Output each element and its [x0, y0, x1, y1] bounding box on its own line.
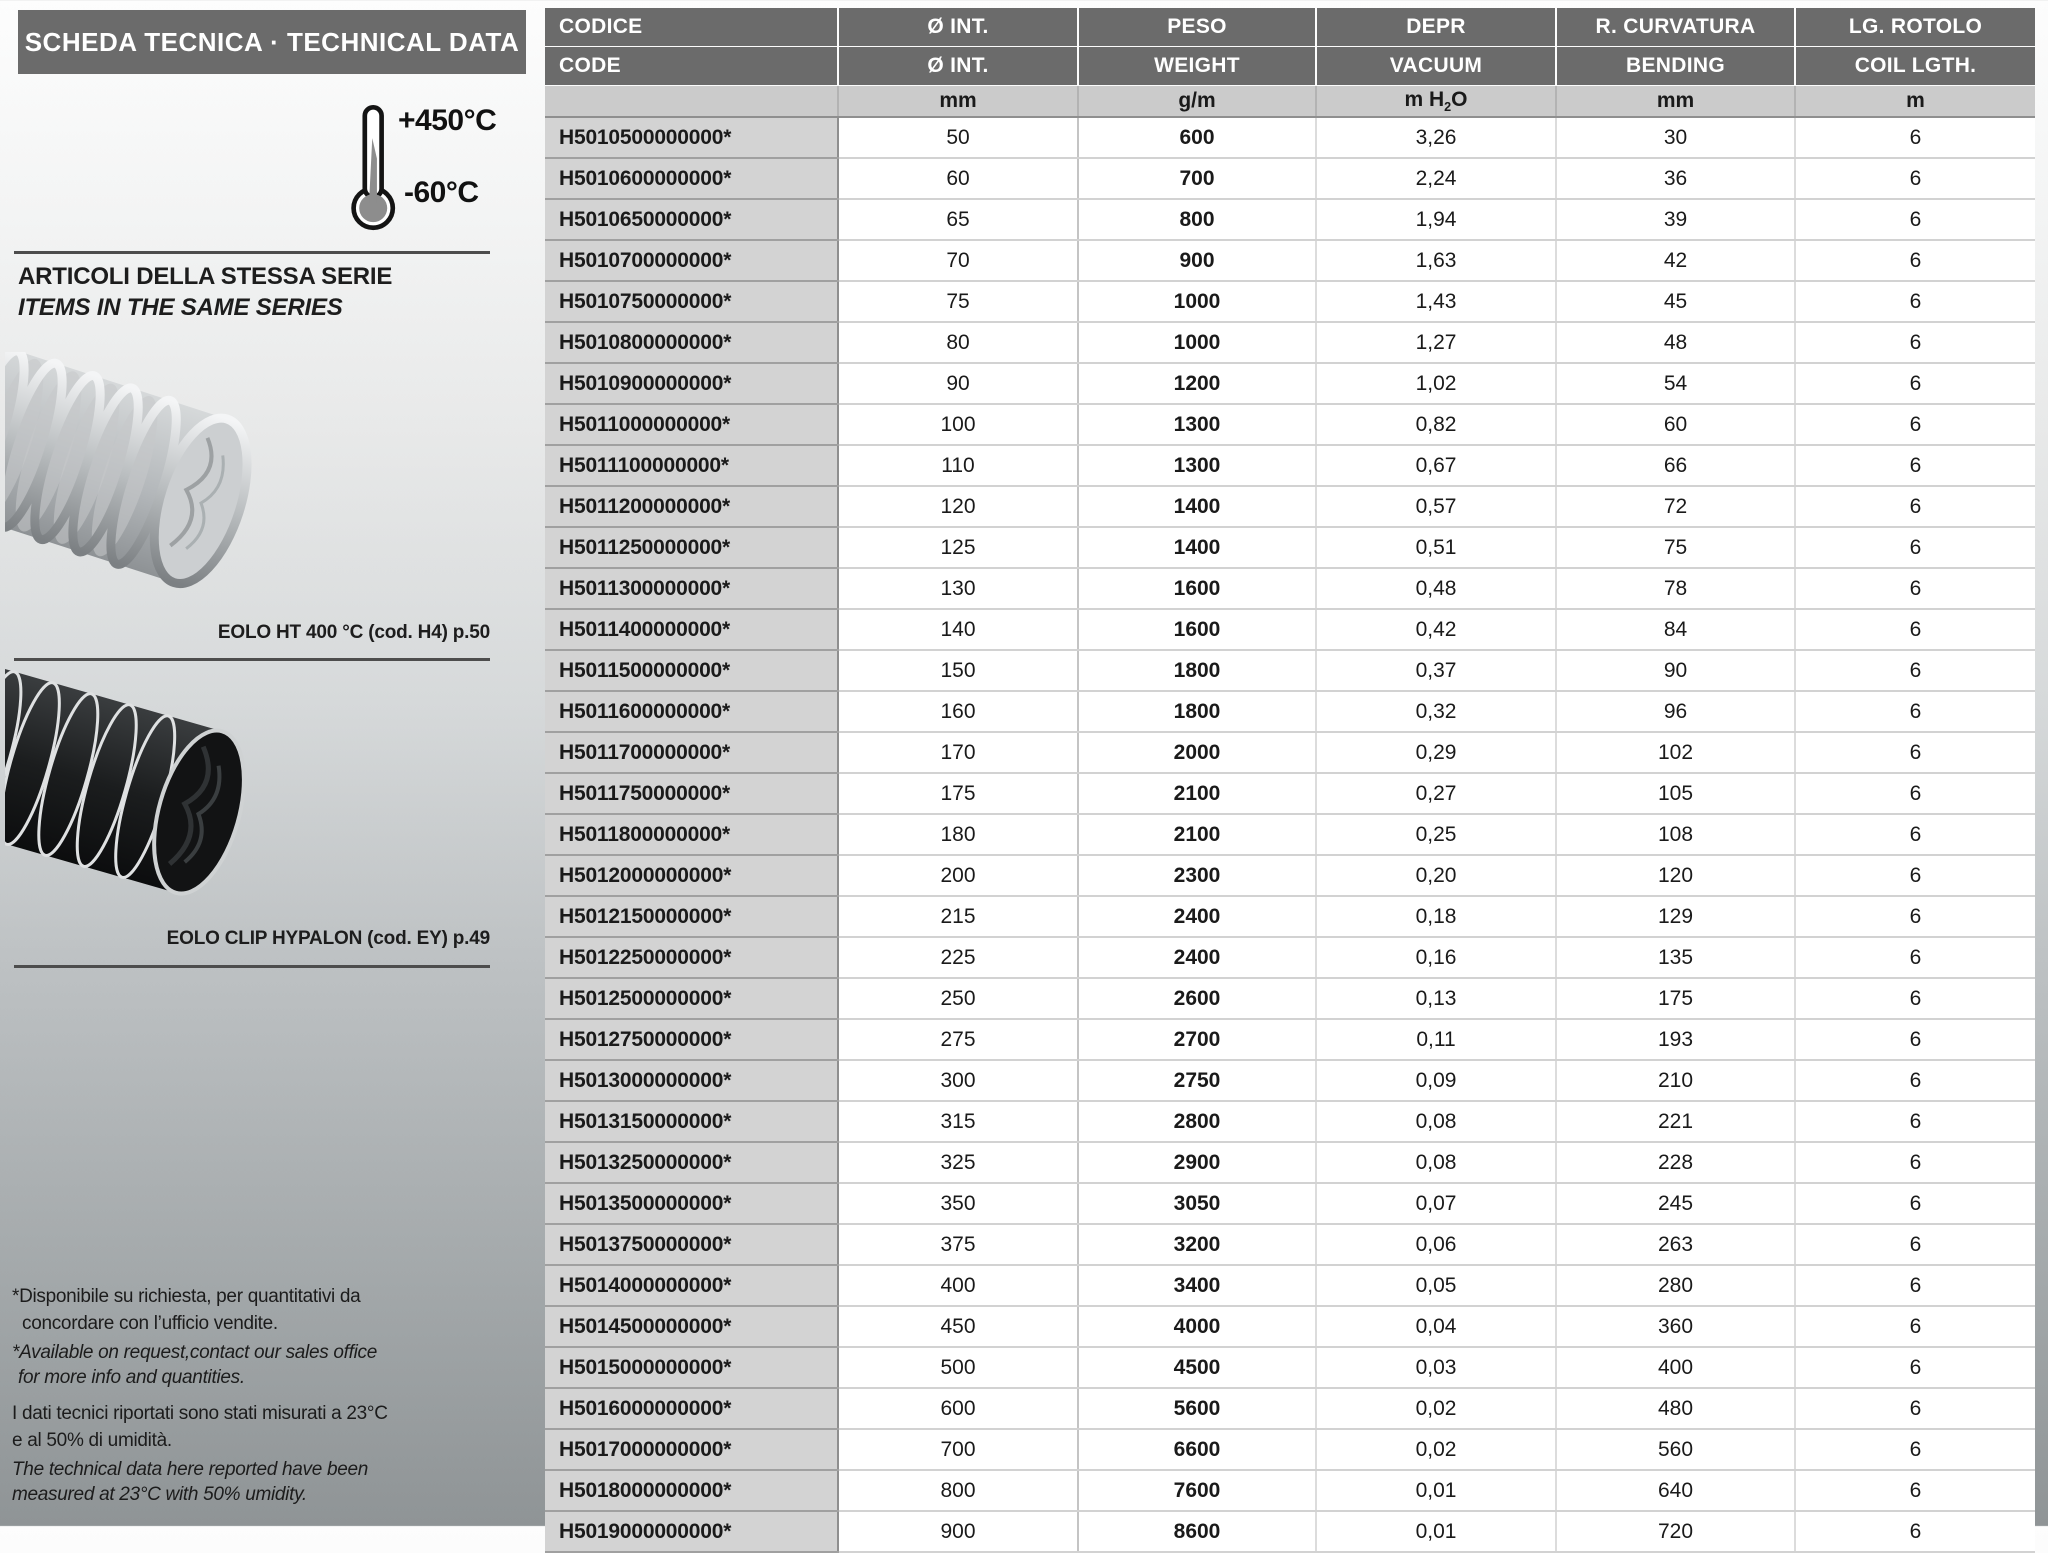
cell-inner-diameter: 275	[838, 1019, 1078, 1060]
footnote-line: e al 50% di umidità.	[12, 1430, 172, 1451]
cell-bending-radius: 400	[1556, 1347, 1795, 1388]
cell-coil-length: 6	[1795, 1347, 2035, 1388]
cell-inner-diameter: 300	[838, 1060, 1078, 1101]
column-header-it-0: CODICE	[545, 8, 838, 47]
table-row	[545, 1306, 2035, 1347]
cell-vacuum: 0,09	[1316, 1060, 1556, 1101]
table-row	[545, 117, 2035, 158]
cell-bending-radius: 54	[1556, 363, 1795, 404]
cell-bending-radius: 245	[1556, 1183, 1795, 1224]
cell-bending-radius: 210	[1556, 1060, 1795, 1101]
cell-bending-radius: 640	[1556, 1470, 1795, 1511]
cell-vacuum: 0,01	[1316, 1511, 1556, 1552]
table-row	[545, 1183, 2035, 1224]
cell-inner-diameter: 140	[838, 609, 1078, 650]
spec-table-body	[545, 117, 2035, 1552]
table-row	[545, 814, 2035, 855]
cell-inner-diameter: 65	[838, 199, 1078, 240]
cell-coil-length: 6	[1795, 1306, 2035, 1347]
cell-vacuum: 0,37	[1316, 650, 1556, 691]
footnote-measurement-en	[12, 1457, 482, 1507]
cell-weight: 2300	[1078, 855, 1316, 896]
column-unit-1: mm	[838, 86, 1078, 118]
table-row	[545, 937, 2035, 978]
cell-weight: 1300	[1078, 404, 1316, 445]
cell-coil-length: 6	[1795, 1388, 2035, 1429]
cell-bending-radius: 263	[1556, 1224, 1795, 1265]
cell-code: H5010900000000*	[545, 363, 838, 404]
cell-code: H5012250000000*	[545, 937, 838, 978]
column-header-en-0: CODE	[545, 47, 838, 86]
cell-code: H5010500000000*	[545, 117, 838, 158]
cell-coil-length: 6	[1795, 568, 2035, 609]
cell-weight: 8600	[1078, 1511, 1316, 1552]
cell-code: H5010650000000*	[545, 199, 838, 240]
cell-vacuum: 3,26	[1316, 117, 1556, 158]
cell-vacuum: 0,07	[1316, 1183, 1556, 1224]
cell-weight: 2700	[1078, 1019, 1316, 1060]
cell-code: H5015000000000*	[545, 1347, 838, 1388]
cell-weight: 2000	[1078, 732, 1316, 773]
cell-vacuum: 0,51	[1316, 527, 1556, 568]
cell-code: H5013150000000*	[545, 1101, 838, 1142]
column-header-it-1: Ø INT.	[838, 8, 1078, 47]
table-row	[545, 158, 2035, 199]
cell-weight: 2900	[1078, 1142, 1316, 1183]
cell-weight: 1200	[1078, 363, 1316, 404]
cell-weight: 2600	[1078, 978, 1316, 1019]
cell-code: H5010750000000*	[545, 281, 838, 322]
cell-bending-radius: 75	[1556, 527, 1795, 568]
cell-vacuum: 0,01	[1316, 1470, 1556, 1511]
cell-coil-length: 6	[1795, 117, 2035, 158]
cell-code: H5012150000000*	[545, 896, 838, 937]
cell-bending-radius: 135	[1556, 937, 1795, 978]
table-row	[545, 1429, 2035, 1470]
cell-code: H5013500000000*	[545, 1183, 838, 1224]
cell-weight: 1800	[1078, 650, 1316, 691]
footnote-line: The technical data here reported have been	[12, 1459, 369, 1480]
cell-coil-length: 6	[1795, 1142, 2035, 1183]
temp-max-label: +450°C	[398, 104, 497, 137]
cell-bending-radius: 105	[1556, 773, 1795, 814]
cell-code: H5011000000000*	[545, 404, 838, 445]
cell-weight: 5600	[1078, 1388, 1316, 1429]
cell-inner-diameter: 60	[838, 158, 1078, 199]
cell-inner-diameter: 900	[838, 1511, 1078, 1552]
cell-code: H5013250000000*	[545, 1142, 838, 1183]
table-row	[545, 1019, 2035, 1060]
cell-inner-diameter: 110	[838, 445, 1078, 486]
cell-bending-radius: 102	[1556, 732, 1795, 773]
cell-bending-radius: 175	[1556, 978, 1795, 1019]
cell-weight: 600	[1078, 117, 1316, 158]
cell-coil-length: 6	[1795, 527, 2035, 568]
footnote-measurement-it	[12, 1400, 482, 1454]
cell-coil-length: 6	[1795, 445, 2035, 486]
cell-weight: 1800	[1078, 691, 1316, 732]
cell-code: H5011600000000*	[545, 691, 838, 732]
footnote-line: *Available on request,contact our sales office	[12, 1342, 378, 1363]
cell-vacuum: 0,04	[1316, 1306, 1556, 1347]
cell-vacuum: 0,27	[1316, 773, 1556, 814]
cell-code: H5011750000000*	[545, 773, 838, 814]
cell-coil-length: 6	[1795, 363, 2035, 404]
cell-inner-diameter: 130	[838, 568, 1078, 609]
cell-weight: 700	[1078, 158, 1316, 199]
column-header-it-3: DEPR	[1316, 8, 1556, 47]
cell-inner-diameter: 700	[838, 1429, 1078, 1470]
cell-weight: 4000	[1078, 1306, 1316, 1347]
cell-coil-length: 6	[1795, 855, 2035, 896]
cell-bending-radius: 221	[1556, 1101, 1795, 1142]
table-row	[545, 1060, 2035, 1101]
cell-inner-diameter: 600	[838, 1388, 1078, 1429]
cell-coil-length: 6	[1795, 732, 2035, 773]
cell-coil-length: 6	[1795, 158, 2035, 199]
cell-inner-diameter: 350	[838, 1183, 1078, 1224]
cell-vacuum: 0,20	[1316, 855, 1556, 896]
cell-weight: 1600	[1078, 568, 1316, 609]
column-header-en-3: VACUUM	[1316, 47, 1556, 86]
table-row	[545, 1265, 2035, 1306]
cell-coil-length: 6	[1795, 609, 2035, 650]
cell-bending-radius: 48	[1556, 322, 1795, 363]
cell-weight: 900	[1078, 240, 1316, 281]
column-header-it-2: PESO	[1078, 8, 1316, 47]
column-unit-5: m	[1795, 86, 2035, 118]
table-row	[545, 609, 2035, 650]
cell-weight: 1600	[1078, 609, 1316, 650]
cell-code: H5019000000000*	[545, 1511, 838, 1552]
cell-inner-diameter: 200	[838, 855, 1078, 896]
cell-vacuum: 0,32	[1316, 691, 1556, 732]
cell-inner-diameter: 500	[838, 1347, 1078, 1388]
cell-vacuum: 0,13	[1316, 978, 1556, 1019]
table-row	[545, 240, 2035, 281]
cell-vacuum: 0,05	[1316, 1265, 1556, 1306]
cell-code: H5012750000000*	[545, 1019, 838, 1060]
cell-inner-diameter: 125	[838, 527, 1078, 568]
cell-bending-radius: 193	[1556, 1019, 1795, 1060]
column-header-en-5: COIL LGTH.	[1795, 47, 2035, 86]
cell-bending-radius: 480	[1556, 1388, 1795, 1429]
cell-bending-radius: 60	[1556, 404, 1795, 445]
table-row	[545, 486, 2035, 527]
cell-code: H5011100000000*	[545, 445, 838, 486]
cell-coil-length: 6	[1795, 650, 2035, 691]
cell-code: H5017000000000*	[545, 1429, 838, 1470]
cell-vacuum: 0,67	[1316, 445, 1556, 486]
table-row	[545, 1511, 2035, 1552]
table-row	[545, 527, 2035, 568]
series-heading-english: ITEMS IN THE SAME SERIES	[18, 294, 343, 321]
header-row-italian	[545, 8, 2035, 47]
cell-inner-diameter: 450	[838, 1306, 1078, 1347]
cell-bending-radius: 45	[1556, 281, 1795, 322]
cell-inner-diameter: 160	[838, 691, 1078, 732]
cell-code: H5011300000000*	[545, 568, 838, 609]
cell-code: H5011800000000*	[545, 814, 838, 855]
units-row	[545, 86, 2035, 118]
cell-weight: 7600	[1078, 1470, 1316, 1511]
cell-coil-length: 6	[1795, 322, 2035, 363]
cell-inner-diameter: 180	[838, 814, 1078, 855]
footnote-availability-it	[12, 1283, 482, 1337]
cell-code: H5011500000000*	[545, 650, 838, 691]
cell-vacuum: 0,82	[1316, 404, 1556, 445]
cell-vacuum: 0,11	[1316, 1019, 1556, 1060]
cell-code: H5010800000000*	[545, 322, 838, 363]
cell-weight: 1400	[1078, 527, 1316, 568]
cell-coil-length: 6	[1795, 1101, 2035, 1142]
column-header-it-4: R. CURVATURA	[1556, 8, 1795, 47]
footnote-line: measured at 23°C with 50% umidity.	[12, 1484, 307, 1505]
cell-weight: 1300	[1078, 445, 1316, 486]
cell-vacuum: 0,02	[1316, 1429, 1556, 1470]
cell-code: H5011250000000*	[545, 527, 838, 568]
cell-weight: 2400	[1078, 937, 1316, 978]
cell-vacuum: 0,06	[1316, 1224, 1556, 1265]
table-row	[545, 1142, 2035, 1183]
table-row	[545, 978, 2035, 1019]
cell-bending-radius: 72	[1556, 486, 1795, 527]
cell-code: H5016000000000*	[545, 1388, 838, 1429]
column-header-en-2: WEIGHT	[1078, 47, 1316, 86]
column-header-en-1: Ø INT.	[838, 47, 1078, 86]
cell-coil-length: 6	[1795, 937, 2035, 978]
cell-vacuum: 0,42	[1316, 609, 1556, 650]
cell-coil-length: 6	[1795, 691, 2035, 732]
page-title: SCHEDA TECNICA · TECHNICAL DATA	[18, 10, 526, 74]
cell-coil-length: 6	[1795, 978, 2035, 1019]
cell-weight: 2750	[1078, 1060, 1316, 1101]
cell-bending-radius: 560	[1556, 1429, 1795, 1470]
cell-weight: 6600	[1078, 1429, 1316, 1470]
product-caption-eolo-clip-hypalon: EOLO CLIP HYPALON (cod. EY) p.49	[166, 928, 490, 949]
cell-vacuum: 0,48	[1316, 568, 1556, 609]
cell-inner-diameter: 100	[838, 404, 1078, 445]
cell-vacuum: 0,08	[1316, 1101, 1556, 1142]
cell-weight: 1000	[1078, 281, 1316, 322]
table-row	[545, 445, 2035, 486]
header-row-english	[545, 47, 2035, 86]
cell-inner-diameter: 50	[838, 117, 1078, 158]
cell-code: H5013000000000*	[545, 1060, 838, 1101]
cell-bending-radius: 360	[1556, 1306, 1795, 1347]
cell-inner-diameter: 150	[838, 650, 1078, 691]
cell-inner-diameter: 215	[838, 896, 1078, 937]
series-heading-italian: ARTICOLI DELLA STESSA SERIE	[18, 263, 393, 290]
table-row	[545, 855, 2035, 896]
cell-weight: 2400	[1078, 896, 1316, 937]
cell-coil-length: 6	[1795, 1183, 2035, 1224]
cell-inner-diameter: 325	[838, 1142, 1078, 1183]
cell-coil-length: 6	[1795, 896, 2035, 937]
cell-bending-radius: 78	[1556, 568, 1795, 609]
cell-bending-radius: 228	[1556, 1142, 1795, 1183]
table-row	[545, 199, 2035, 240]
product-caption-eolo-ht: EOLO HT 400 °C (cod. H4) p.50	[217, 622, 490, 643]
divider-product-2	[14, 965, 490, 968]
table-row	[545, 896, 2035, 937]
cell-code: H5014500000000*	[545, 1306, 838, 1347]
cell-vacuum: 2,24	[1316, 158, 1556, 199]
cell-bending-radius: 108	[1556, 814, 1795, 855]
table-row	[545, 1388, 2035, 1429]
cell-weight: 3400	[1078, 1265, 1316, 1306]
cell-inner-diameter: 250	[838, 978, 1078, 1019]
cell-bending-radius: 36	[1556, 158, 1795, 199]
cell-coil-length: 6	[1795, 1511, 2035, 1552]
cell-code: H5012000000000*	[545, 855, 838, 896]
table-row	[545, 568, 2035, 609]
table-row	[545, 732, 2035, 773]
cell-inner-diameter: 375	[838, 1224, 1078, 1265]
cell-coil-length: 6	[1795, 199, 2035, 240]
cell-bending-radius: 30	[1556, 117, 1795, 158]
table-row	[545, 1470, 2035, 1511]
footnote-line: for more info and quantities.	[18, 1367, 245, 1388]
cell-weight: 3200	[1078, 1224, 1316, 1265]
table-row	[545, 404, 2035, 445]
cell-weight: 2800	[1078, 1101, 1316, 1142]
cell-coil-length: 6	[1795, 1265, 2035, 1306]
cell-code: H5011400000000*	[545, 609, 838, 650]
cell-code: H5012500000000*	[545, 978, 838, 1019]
thermometer-icon	[348, 100, 404, 236]
divider-product-1	[14, 658, 490, 661]
cell-vacuum: 0,03	[1316, 1347, 1556, 1388]
cell-inner-diameter: 70	[838, 240, 1078, 281]
cell-inner-diameter: 800	[838, 1470, 1078, 1511]
cell-bending-radius: 280	[1556, 1265, 1795, 1306]
cell-coil-length: 6	[1795, 404, 2035, 445]
column-header-en-4: BENDING	[1556, 47, 1795, 86]
cell-code: H5011200000000*	[545, 486, 838, 527]
cell-bending-radius: 66	[1556, 445, 1795, 486]
cell-vacuum: 1,27	[1316, 322, 1556, 363]
cell-vacuum: 0,57	[1316, 486, 1556, 527]
product-photo-eolo-clip-hypalon	[5, 668, 295, 930]
cell-inner-diameter: 120	[838, 486, 1078, 527]
cell-vacuum: 0,02	[1316, 1388, 1556, 1429]
cell-code: H5018000000000*	[545, 1470, 838, 1511]
cell-weight: 2100	[1078, 773, 1316, 814]
cell-vacuum: 0,25	[1316, 814, 1556, 855]
cell-bending-radius: 120	[1556, 855, 1795, 896]
cell-inner-diameter: 225	[838, 937, 1078, 978]
cell-coil-length: 6	[1795, 1470, 2035, 1511]
cell-bending-radius: 42	[1556, 240, 1795, 281]
cell-bending-radius: 96	[1556, 691, 1795, 732]
footnote-line: concordare con l’ufficio vendite.	[22, 1313, 278, 1334]
cell-code: H5014000000000*	[545, 1265, 838, 1306]
cell-inner-diameter: 90	[838, 363, 1078, 404]
cell-coil-length: 6	[1795, 281, 2035, 322]
footnote-availability-en	[12, 1340, 482, 1390]
cell-vacuum: 1,02	[1316, 363, 1556, 404]
cell-vacuum: 0,08	[1316, 1142, 1556, 1183]
table-row	[545, 322, 2035, 363]
cell-inner-diameter: 170	[838, 732, 1078, 773]
column-unit-3: m $H_2O$	[1316, 86, 1556, 118]
cell-vacuum: 0,29	[1316, 732, 1556, 773]
cell-inner-diameter: 400	[838, 1265, 1078, 1306]
cell-weight: 1000	[1078, 322, 1316, 363]
cell-code: H5011700000000*	[545, 732, 838, 773]
cell-weight: 1400	[1078, 486, 1316, 527]
cell-weight: 4500	[1078, 1347, 1316, 1388]
table-row	[545, 363, 2035, 404]
table-row	[545, 1101, 2035, 1142]
divider-top	[14, 251, 490, 254]
cell-coil-length: 6	[1795, 773, 2035, 814]
cell-coil-length: 6	[1795, 1060, 2035, 1101]
table-header	[545, 8, 2035, 117]
column-unit-4: mm	[1556, 86, 1795, 118]
cell-vacuum: 1,94	[1316, 199, 1556, 240]
cell-code: H5010600000000*	[545, 158, 838, 199]
technical-data-table	[545, 8, 2035, 1553]
cell-vacuum: 1,43	[1316, 281, 1556, 322]
cell-coil-length: 6	[1795, 240, 2035, 281]
product-photo-eolo-ht	[5, 352, 305, 620]
cell-weight: 2100	[1078, 814, 1316, 855]
cell-inner-diameter: 75	[838, 281, 1078, 322]
cell-inner-diameter: 80	[838, 322, 1078, 363]
cell-weight: 3050	[1078, 1183, 1316, 1224]
cell-inner-diameter: 175	[838, 773, 1078, 814]
temp-min-label: -60°C	[404, 176, 479, 209]
cell-bending-radius: 84	[1556, 609, 1795, 650]
column-unit-2: g/m	[1078, 86, 1316, 118]
cell-vacuum: 0,16	[1316, 937, 1556, 978]
cell-coil-length: 6	[1795, 486, 2035, 527]
cell-coil-length: 6	[1795, 1019, 2035, 1060]
cell-coil-length: 6	[1795, 814, 2035, 855]
cell-weight: 800	[1078, 199, 1316, 240]
column-unit-0	[545, 86, 838, 118]
table-row	[545, 773, 2035, 814]
footnote-line: *Disponibile su richiesta, per quantitativi da	[12, 1286, 361, 1307]
cell-code: H5013750000000*	[545, 1224, 838, 1265]
cell-vacuum: 1,63	[1316, 240, 1556, 281]
column-header-it-5: LG. ROTOLO	[1795, 8, 2035, 47]
table-row	[545, 281, 2035, 322]
cell-bending-radius: 129	[1556, 896, 1795, 937]
cell-code: H5010700000000*	[545, 240, 838, 281]
cell-coil-length: 6	[1795, 1224, 2035, 1265]
table-row	[545, 650, 2035, 691]
table-row	[545, 1347, 2035, 1388]
cell-vacuum: 0,18	[1316, 896, 1556, 937]
cell-inner-diameter: 315	[838, 1101, 1078, 1142]
table-row	[545, 1224, 2035, 1265]
table-row	[545, 691, 2035, 732]
cell-bending-radius: 39	[1556, 199, 1795, 240]
cell-bending-radius: 720	[1556, 1511, 1795, 1552]
cell-bending-radius: 90	[1556, 650, 1795, 691]
cell-coil-length: 6	[1795, 1429, 2035, 1470]
footnote-line: I dati tecnici riportati sono stati misurati a 23°C	[12, 1403, 388, 1424]
